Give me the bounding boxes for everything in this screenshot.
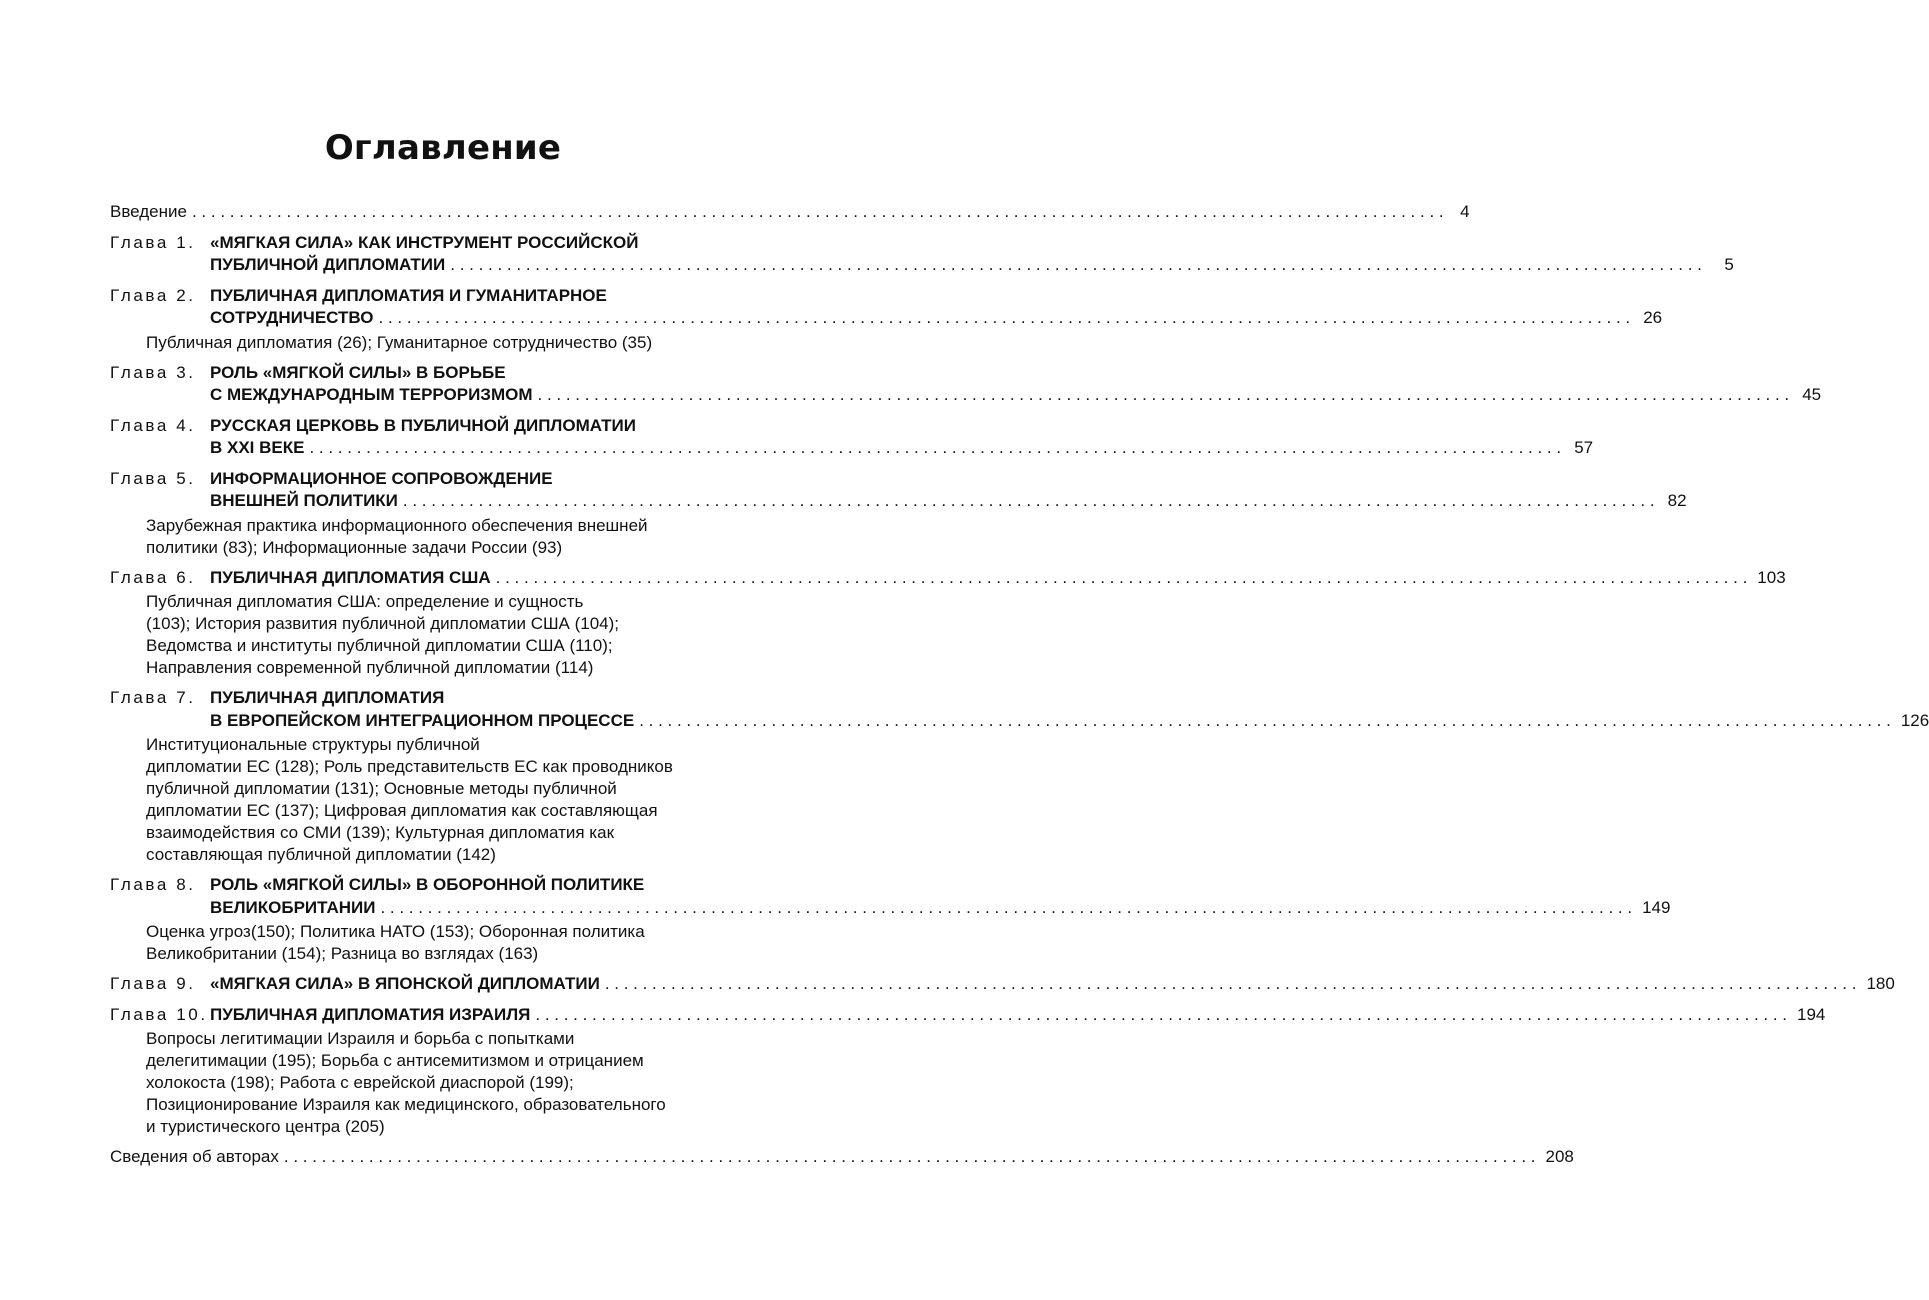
chapter-label: Глава 2. (110, 285, 196, 305)
chapter-title-line: В ЕВРОПЕЙСКОМ ИНТЕГРАЦИОННОМ ПРОЦЕССЕ (210, 710, 635, 730)
toc-entry-chapter[interactable] (110, 973, 1895, 996)
chapter-title-line: РОЛЬ «МЯГКОЙ СИЛЫ» В ОБОРОННОЙ ПОЛИТИКЕ (210, 875, 645, 894)
leader-dots (496, 567, 1748, 590)
leader-dots (535, 1004, 1787, 1027)
leader-dots (605, 973, 1857, 996)
leader-dots (639, 710, 1891, 733)
chapter-title-line: ПУБЛИЧНАЯ ДИПЛОМАТИЯ ИЗРАИЛЯ (210, 1004, 531, 1024)
chapter-sections (146, 515, 756, 559)
toc-entry-chapter[interactable] (110, 874, 1671, 919)
authors-label: Сведения об авторах (110, 1147, 279, 1166)
chapter-label: Глава 9. (110, 974, 196, 993)
section-line: дипломатии ЕС (137); Цифровая дипломатия как составляющая (146, 801, 658, 820)
leader-dots (192, 201, 1444, 224)
chapter-title-line: СОТРУДНИЧЕСТВО (210, 308, 374, 327)
toc-entry-authors[interactable] (110, 1146, 1574, 1169)
section-line: Позиционирование Израиля как медицинского, образовательного (146, 1095, 666, 1114)
authors-page: 208 (1545, 1147, 1574, 1166)
chapter-title-line: «МЯГКАЯ СИЛА» В ЯПОНСКОЙ ДИПЛОМАТИИ (210, 974, 600, 993)
leader-dots (284, 1146, 1536, 1169)
section-line: делегитимации (195); Борьба с антисемитизмом и отрицанием (146, 1051, 644, 1070)
section-line: Оценка угроз(150); Политика НАТО (153); Оборонная политика (146, 922, 645, 941)
chapter-list (110, 232, 1929, 1139)
chapter-page: 82 (1667, 491, 1687, 510)
chapter-title-line: ПУБЛИЧНОЙ ДИПЛОМАТИИ (210, 255, 446, 274)
chapter-title-line: В XXI ВЕКЕ (210, 438, 305, 457)
section-line: и туристического центра (205) (146, 1117, 385, 1136)
chapter-page: 5 (1724, 255, 1734, 274)
chapter-label: Глава 6. (110, 567, 196, 587)
chapter-label: Глава 4. (110, 415, 196, 435)
section-line: Публичная дипломатия (26); Гуманитарное сотрудничество (35) (146, 332, 653, 352)
section-line: Направления современной публичной дипломатии (114) (146, 658, 594, 677)
chapter-title-line: ПУБЛИЧНАЯ ДИПЛОМАТИЯ (210, 688, 445, 707)
section-line: Вопросы легитимации Израиля и борьба с попытками (146, 1029, 575, 1048)
intro-page: 4 (1460, 202, 1470, 221)
chapter-title-line: ИНФОРМАЦИОННОЕ СОПРОВОЖДЕНИЕ (210, 468, 553, 488)
intro-label: Введение (110, 202, 187, 221)
section-line: составляющая публичной дипломатии (142) (146, 845, 496, 864)
chapter-sections (146, 332, 756, 354)
section-line: Институциональные структуры публичной (146, 735, 480, 754)
chapter-title-line: ВНЕШНЕЙ ПОЛИТИКИ (210, 491, 398, 510)
section-line: Зарубежная практика информационного обеспечения внешней (146, 515, 648, 535)
chapter-page: 149 (1642, 897, 1671, 917)
section-line: холокоста (198); Работа с еврейской диаспорой (199); (146, 1073, 574, 1092)
toc-entry-chapter[interactable] (110, 468, 1687, 513)
toc-entry-chapter[interactable] (110, 1004, 1826, 1027)
chapter-page: 194 (1797, 1004, 1826, 1024)
chapter-page: 45 (1802, 385, 1822, 404)
leader-dots (538, 384, 1790, 407)
chapter-title-line: РУССКАЯ ЦЕРКОВЬ В ПУБЛИЧНОЙ ДИПЛОМАТИИ (210, 415, 636, 435)
page-title: Оглавление (324, 128, 562, 168)
section-line: дипломатии ЕС (128); Роль представительств ЕС как проводников (146, 757, 673, 776)
toc-entry-chapter[interactable] (110, 415, 1594, 460)
chapter-sections (146, 1028, 756, 1138)
chapter-label: Глава 1. (110, 232, 196, 252)
chapter-page: 57 (1574, 438, 1594, 457)
table-of-contents (110, 201, 1929, 1169)
section-line: Великобритании (154); Разница во взглядах (163) (146, 944, 539, 963)
chapter-page: 26 (1643, 308, 1663, 327)
chapter-label: Глава 5. (110, 468, 196, 488)
chapter-title-line: ПУБЛИЧНАЯ ДИПЛОМАТИЯ И ГУМАНИТАРНОЕ (210, 285, 607, 305)
chapter-sections (146, 591, 756, 679)
leader-dots (309, 437, 1561, 460)
section-line: Публичная дипломатия США: определение и сущность (146, 592, 584, 611)
chapter-title-line: «МЯГКАЯ СИЛА» КАК ИНСТРУМЕНТ РОССИЙСКОЙ (210, 232, 639, 252)
chapter-page: 180 (1866, 974, 1895, 993)
chapter-label: Глава 3. (110, 362, 196, 382)
section-line: политики (83); Информационные задачи России (93) (146, 537, 563, 557)
chapter-title-line: ПУБЛИЧНАЯ ДИПЛОМАТИЯ США (210, 567, 491, 587)
section-line: (103); История развития публичной дипломатии США (104); (146, 614, 620, 633)
leader-dots (379, 307, 1631, 330)
leader-dots (380, 897, 1632, 920)
toc-entry-chapter[interactable] (110, 362, 1822, 407)
section-line: Ведомства и институты публичной дипломатии США (110); (146, 636, 613, 655)
chapter-title-line: ВЕЛИКОБРИТАНИИ (210, 897, 376, 917)
chapter-title-line: С МЕЖДУНАРОДНЫМ ТЕРРОРИЗМОМ (210, 385, 533, 404)
section-line: взаимодействия со СМИ (139); Культурная дипломатия как (146, 823, 615, 842)
toc-entry-chapter[interactable] (110, 285, 1663, 330)
chapter-page: 126 (1900, 710, 1929, 730)
toc-entry-chapter[interactable] (110, 687, 1929, 732)
section-line: публичной дипломатии (131); Основные методы публичной (146, 779, 617, 798)
chapter-sections (146, 921, 756, 965)
chapter-label: Глава 10. (110, 1004, 208, 1024)
chapter-sections (146, 734, 756, 866)
toc-entry-chapter[interactable] (110, 232, 1734, 277)
leader-dots (403, 490, 1655, 513)
chapter-title-line: РОЛЬ «МЯГКОЙ СИЛЫ» В БОРЬБЕ (210, 362, 506, 382)
leader-dots (450, 254, 1702, 277)
chapter-label: Глава 8. (110, 875, 196, 894)
chapter-page: 103 (1757, 567, 1786, 587)
toc-entry-chapter[interactable] (110, 567, 1786, 590)
chapter-label: Глава 7. (110, 688, 196, 707)
toc-entry-intro[interactable] (110, 201, 1470, 224)
